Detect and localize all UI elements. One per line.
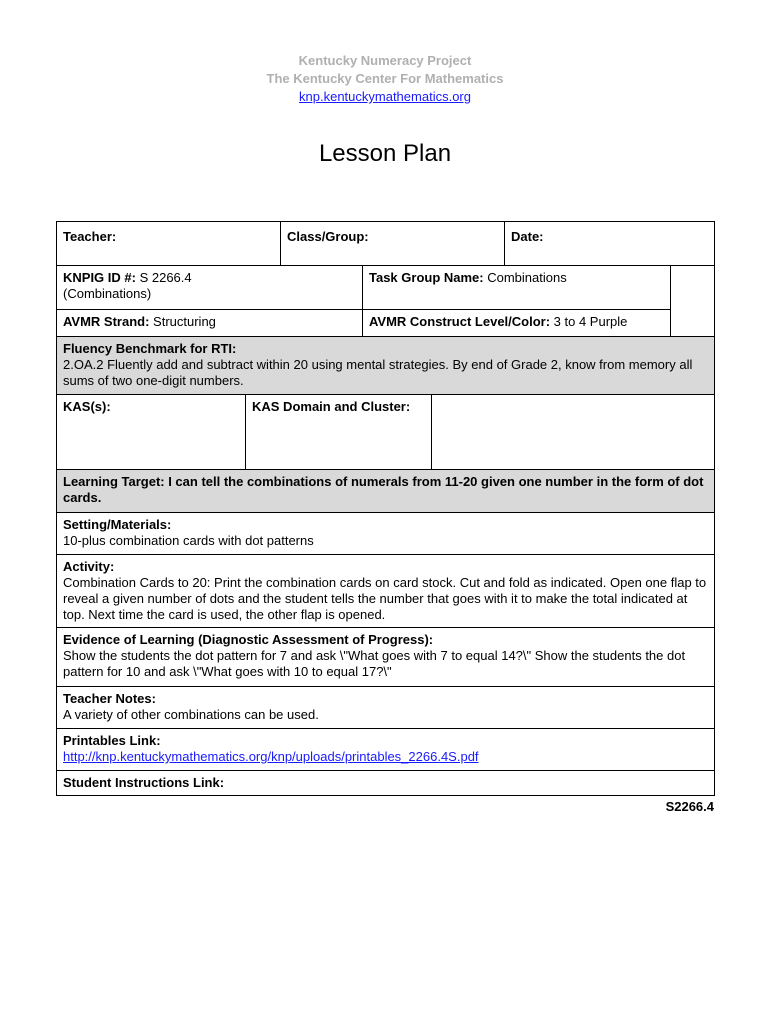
learning-target-cell	[56, 469, 715, 513]
class-group-cell	[280, 221, 506, 266]
fluency-cell	[56, 336, 715, 395]
kas-label: KAS(s):	[63, 399, 111, 414]
printables-label: Printables Link:	[63, 733, 161, 748]
setting-cell	[56, 512, 715, 555]
setting-label: Setting/Materials:	[63, 517, 172, 532]
knpig-sub: (Combinations)	[63, 286, 152, 301]
student-instructions-label: Student Instructions Link:	[63, 775, 225, 790]
evidence-text: Show the students the dot pattern for 7 and ask \"What goes with 7 to equal 14?\" Show the students the dot pattern for 10 and ask \"What goes with 10 to equal 17?\"	[63, 648, 686, 679]
activity-label: Activity:	[63, 559, 115, 574]
page-title: Lesson Plan	[318, 140, 452, 167]
date-cell	[504, 221, 715, 266]
kas-domain-label: KAS Domain and Cluster:	[252, 399, 411, 414]
header-link[interactable]: knp.kentuckymathematics.org	[299, 89, 471, 104]
teacher-notes-cell	[56, 686, 715, 729]
kas-cell	[56, 394, 246, 470]
teacher-label: Teacher:	[63, 229, 117, 244]
construct-label: AVMR Construct Level/Color:	[369, 314, 551, 329]
student-instructions-cell	[56, 770, 715, 796]
activity-cell	[56, 554, 715, 628]
task-group-cell	[362, 265, 671, 310]
construct-value: 3 to 4 Purple	[550, 314, 628, 329]
strand-value: Structuring	[149, 314, 216, 329]
construct-cell	[362, 309, 671, 337]
setting-text: 10-plus combination cards with dot patterns	[63, 533, 314, 548]
activity-text: Combination Cards to 20: Print the combination cards on card stock. Cut and fold as indicated. Open one flap to reveal a given number of dots and the student tells the number that goes with it to make the total indicated at top. Next time the card is used, the other flap is opened.	[63, 575, 707, 622]
teacher-cell	[56, 221, 282, 266]
evidence-label: Evidence of Learning (Diagnostic Assessment of Progress):	[63, 632, 434, 647]
strand-cell	[56, 309, 363, 337]
kas-domain-cell	[245, 394, 432, 470]
fluency-text: 2.OA.2 Fluently add and subtract within 20 using mental strategies. By end of Grade 2, know from memory all sums of two one-digit numbers.	[63, 357, 693, 388]
header-center: The Kentucky Center For Mathematics	[266, 71, 504, 86]
date-label: Date:	[511, 229, 544, 244]
task-group-label: Task Group Name:	[369, 270, 484, 285]
teacher-notes-text: A variety of other combinations can be used.	[63, 707, 319, 722]
strand-label: AVMR Strand:	[63, 314, 150, 329]
class-group-label: Class/Group:	[287, 229, 369, 244]
knpig-label: KNPIG ID #:	[63, 270, 136, 285]
learning-target-text: Learning Target: I can tell the combinations of numerals from 11-20 given one number in the form of dot cards.	[63, 474, 704, 505]
footer-code: S2266.4	[665, 799, 714, 814]
knpig-cell	[56, 265, 363, 310]
task-group-value: Combinations	[483, 270, 567, 285]
fluency-label: Fluency Benchmark for RTI:	[63, 341, 237, 356]
empty-side-cell	[670, 265, 715, 337]
header-org: Kentucky Numeracy Project	[298, 53, 472, 68]
evidence-cell	[56, 627, 715, 687]
printables-link[interactable]: http://knp.kentuckymathematics.org/knp/uploads/printables_2266.4S.pdf	[63, 749, 479, 764]
printables-cell	[56, 728, 715, 771]
knpig-value: S 2266.4	[135, 270, 192, 285]
kas-domain-value-cell	[431, 394, 715, 470]
teacher-notes-label: Teacher Notes:	[63, 691, 156, 706]
